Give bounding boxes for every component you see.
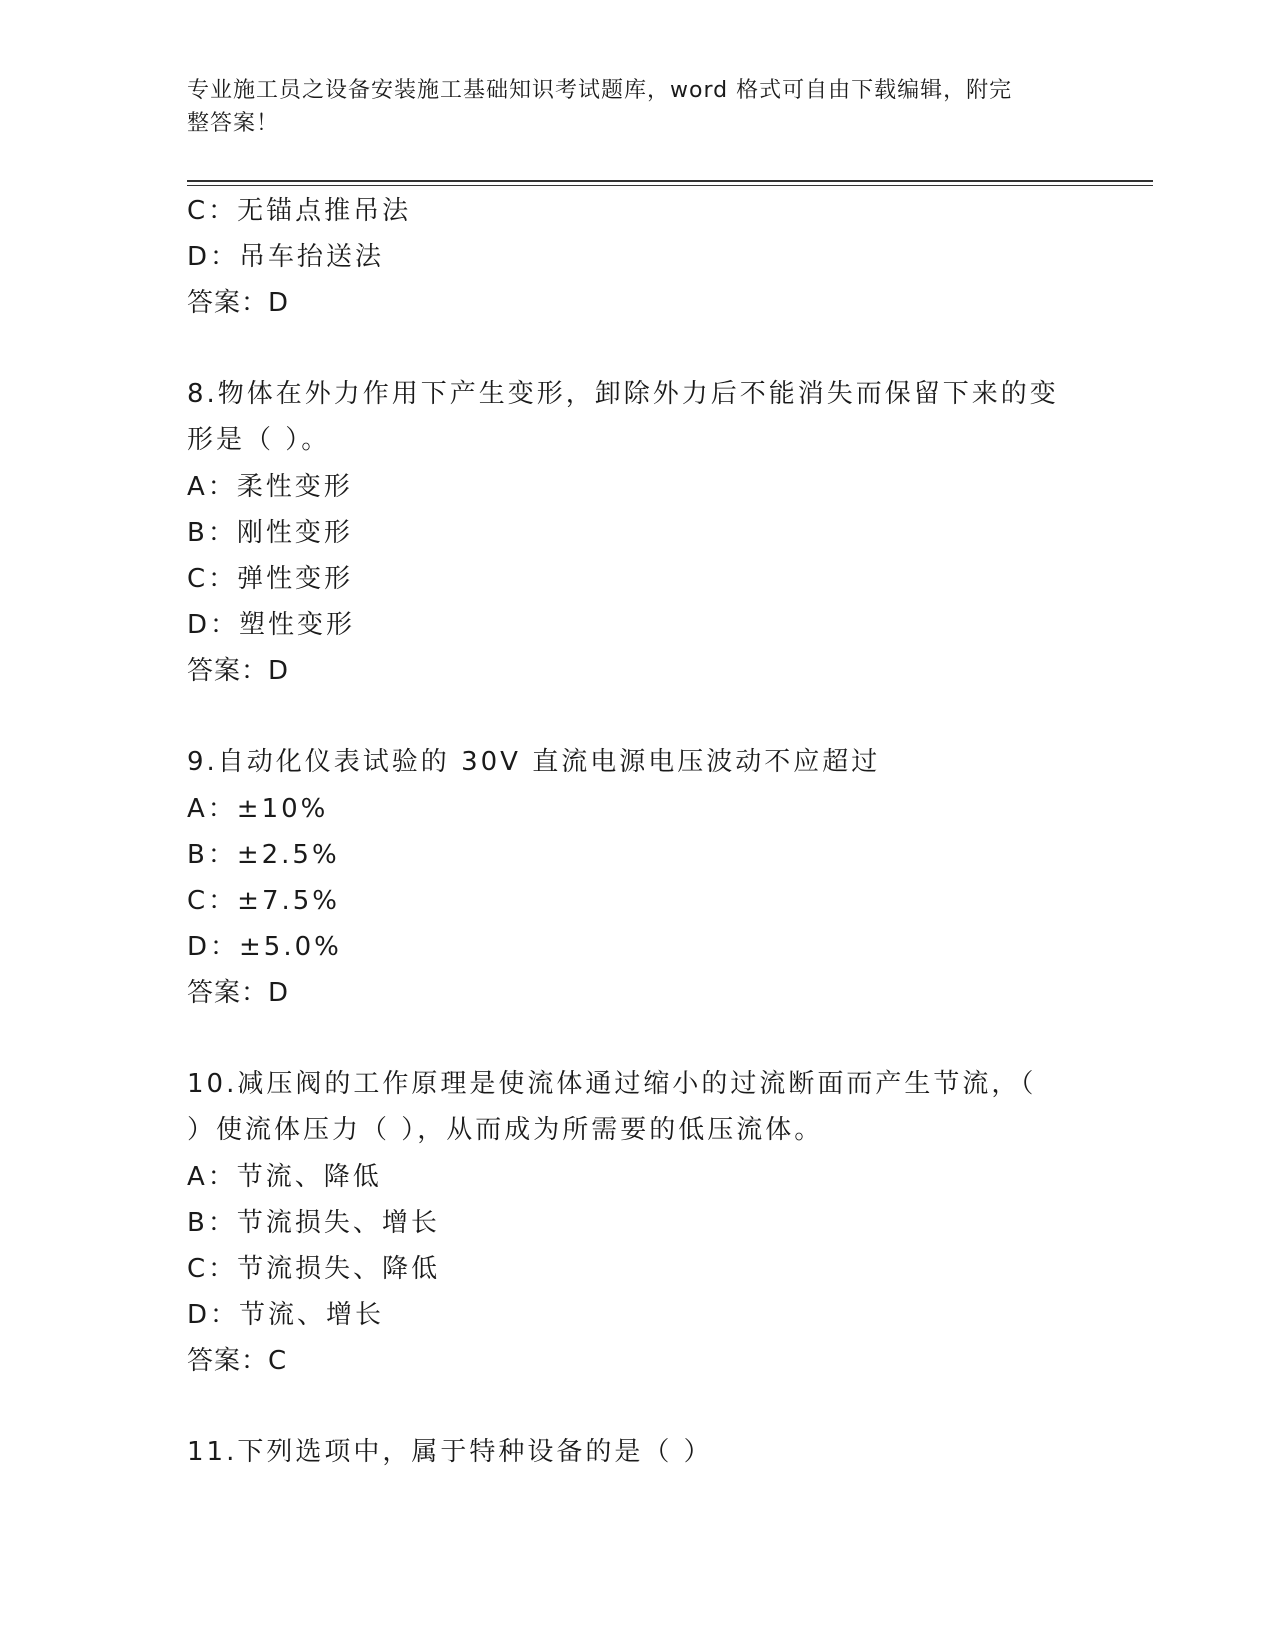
- option-d: D：±5.0%: [187, 932, 342, 962]
- header-divider-thick: [187, 180, 1153, 182]
- option-c: C：无锚点推吊法: [187, 196, 412, 226]
- question-text-line-1: 11.下列选项中，属于特种设备的是（ ）: [187, 1437, 713, 1467]
- header-line-1: 专业施工员之设备安装施工基础知识考试题库，word 格式可自由下载编辑，附完: [187, 78, 1013, 103]
- question-text-line-2: ）使流体压力（ ），从而成为所需要的低压流体。: [187, 1115, 824, 1145]
- question-8: [187, 372, 1087, 694]
- question-text-line-1: 8.物体在外力作用下产生变形，卸除外力后不能消失而保留下来的变: [187, 379, 1059, 409]
- answer: 答案：D: [187, 978, 290, 1008]
- header-line-2: 整答案！: [187, 111, 280, 136]
- option-a: A：节流、降低: [187, 1162, 382, 1192]
- question-11: [187, 1430, 1087, 1476]
- question-text-line-2: 形是（ ）。: [187, 425, 331, 455]
- option-c: C：±7.5%: [187, 886, 340, 916]
- option-c: C：节流损失、降低: [187, 1254, 441, 1284]
- answer: 答案：D: [187, 656, 290, 686]
- header-divider-thin: [187, 185, 1153, 186]
- question-9: [187, 740, 1087, 1016]
- answer: 答案：C: [187, 1346, 288, 1376]
- option-a: A：±10%: [187, 794, 329, 824]
- question-10: [187, 1062, 1087, 1384]
- option-b: B：刚性变形: [187, 518, 353, 548]
- option-b: B：节流损失、增长: [187, 1208, 440, 1238]
- option-b: B：±2.5%: [187, 840, 340, 870]
- option-c: C：弹性变形: [187, 564, 354, 594]
- question-text-line-1: 9.自动化仪表试验的 30V 直流电源电压波动不应超过: [187, 747, 881, 777]
- option-d: D：吊车抬送法: [187, 242, 385, 272]
- option-d: D：塑性变形: [187, 610, 356, 640]
- question-7-tail: [187, 188, 1087, 326]
- question-list: [187, 188, 1087, 1476]
- document-header: [187, 74, 1067, 140]
- question-text-line-1: 10.减压阀的工作原理是使流体通过缩小的过流断面而产生节流，（: [187, 1069, 1037, 1099]
- answer: 答案：D: [187, 288, 290, 318]
- option-a: A：柔性变形: [187, 472, 353, 502]
- option-d: D：节流、增长: [187, 1300, 385, 1330]
